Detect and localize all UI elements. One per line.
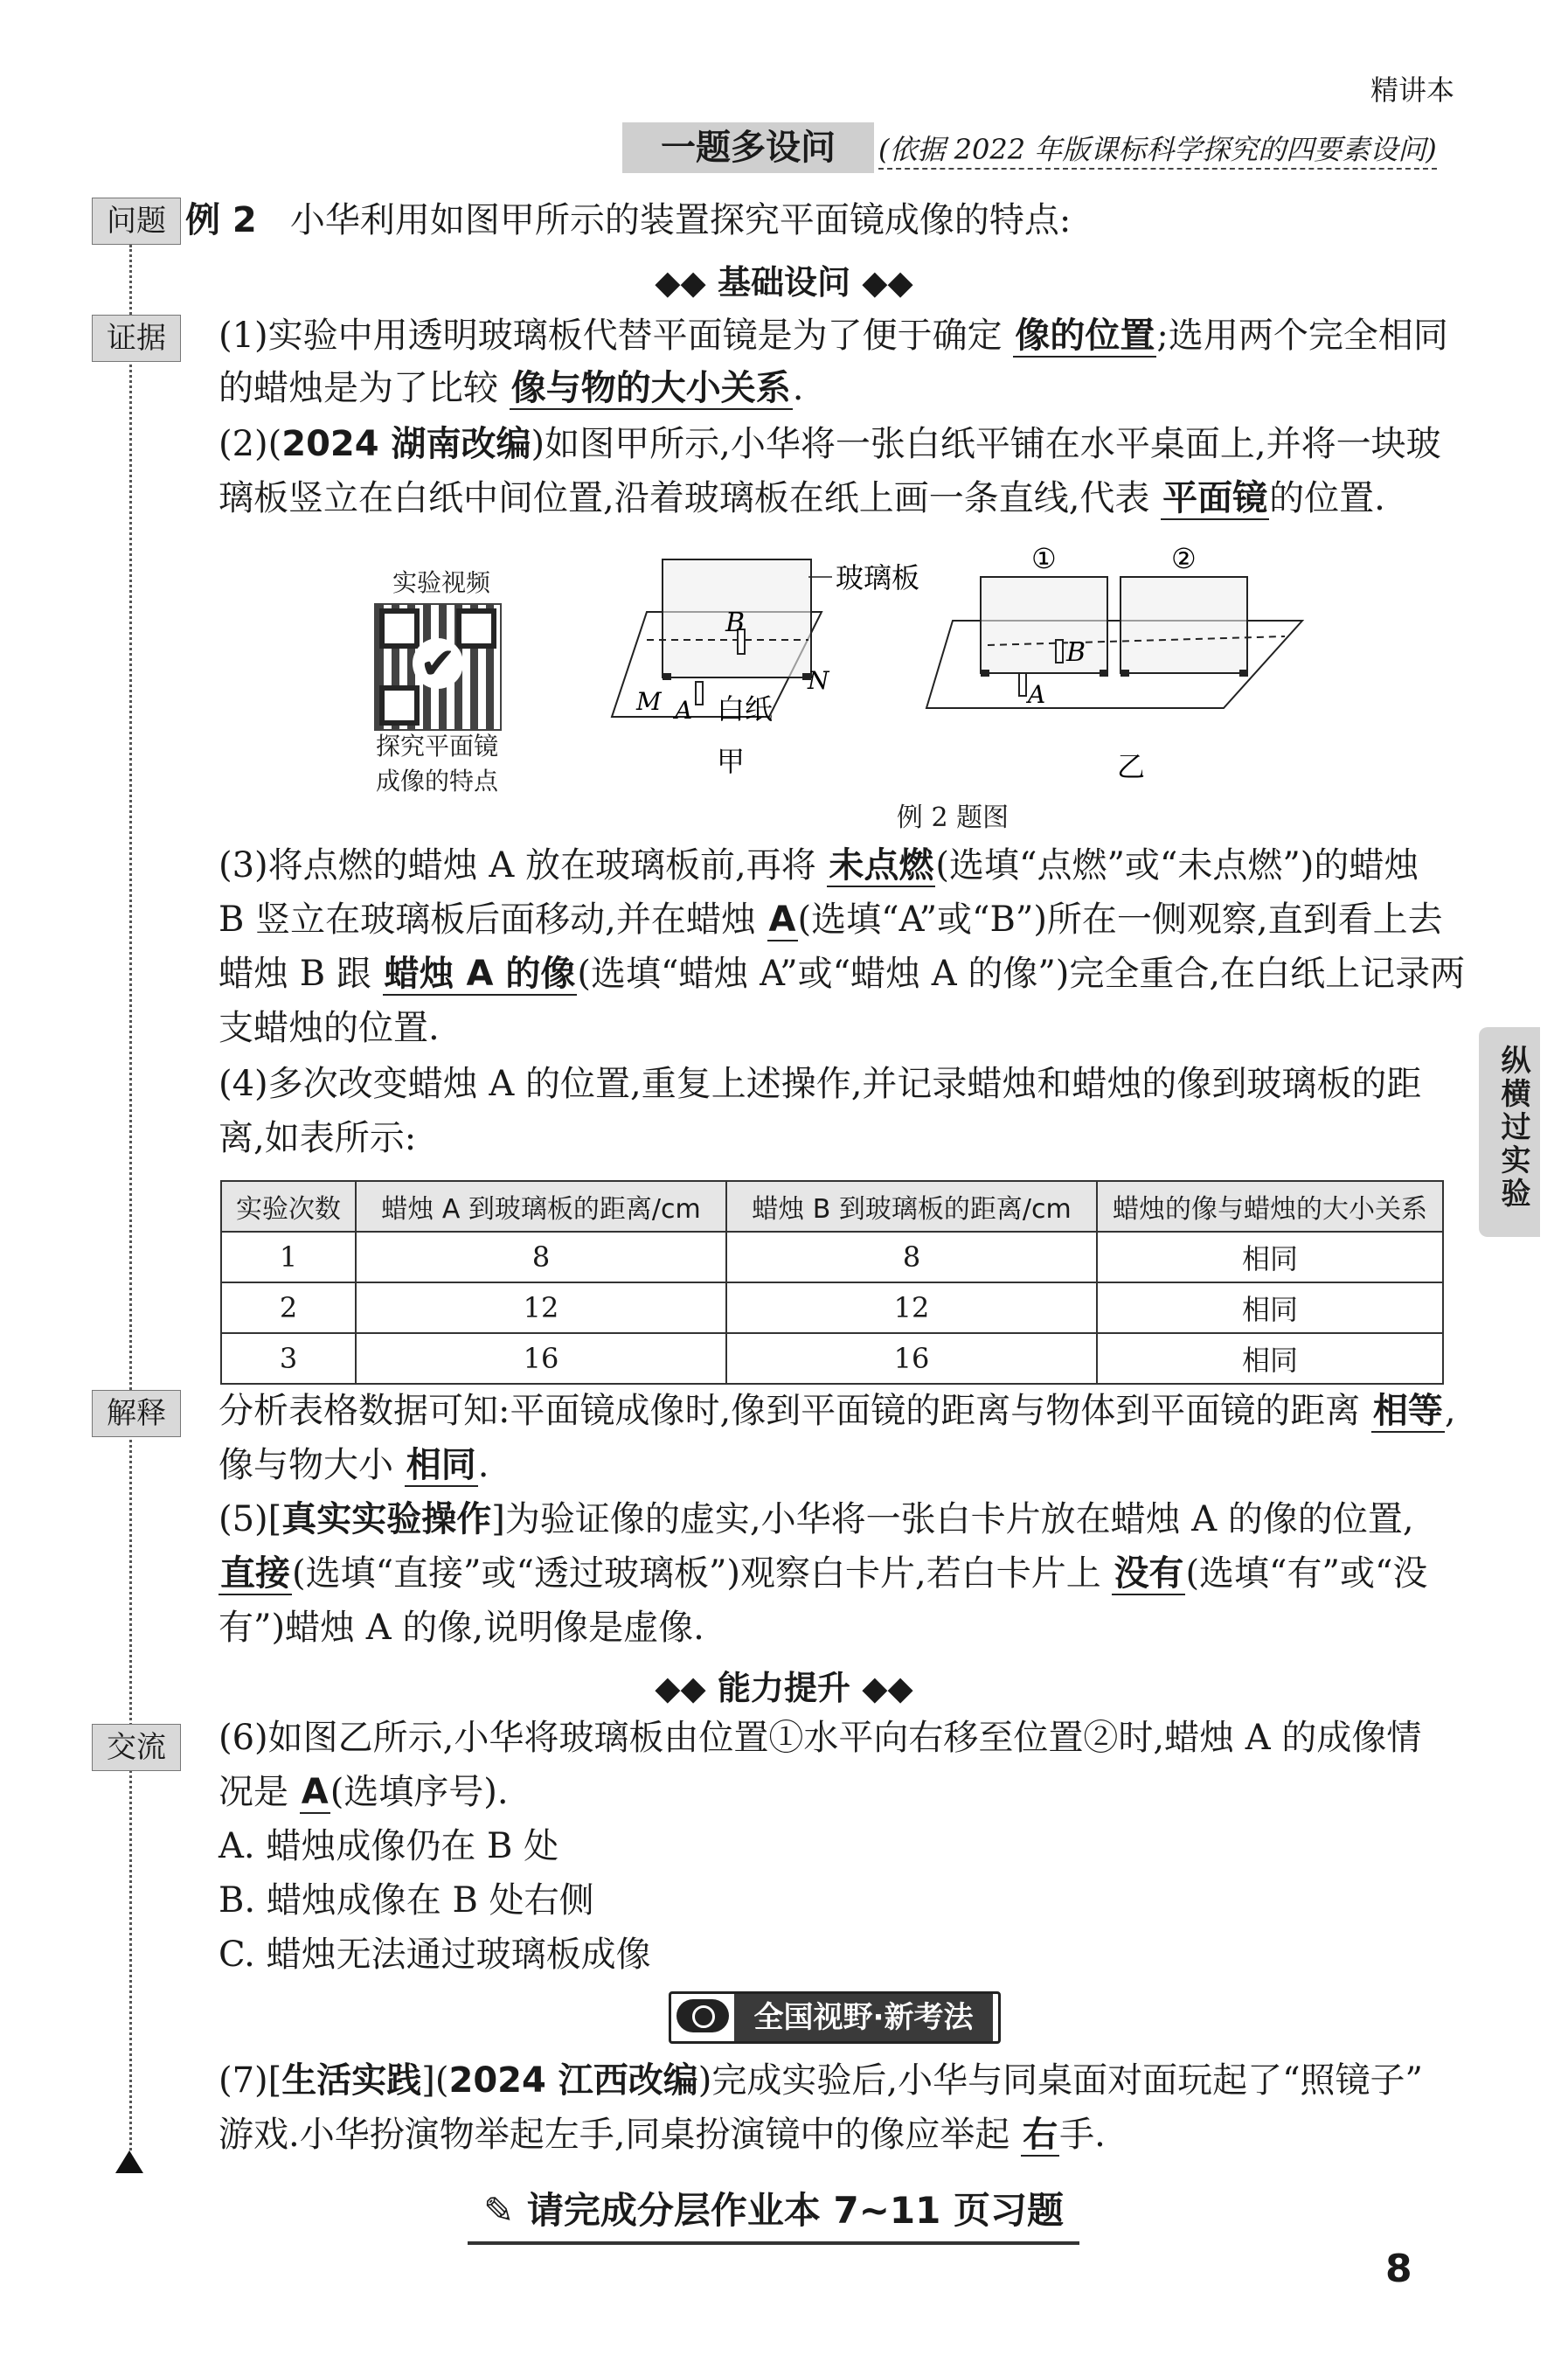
side-tab [1479,1027,1540,1237]
q4-line1 [219,1058,1421,1110]
q5-line3 [219,1601,704,1654]
table-cell: 16 [356,1333,726,1384]
yi-base-2r [1239,670,1248,677]
table-cell: 3 [221,1333,356,1384]
data-table [220,1180,1444,1385]
q3-text-e: 蜡烛 B 跟 [219,954,383,994]
q1-text-c: 的蜡烛是为了比较 [219,368,510,408]
q5-text-c: (选填“直接”或“透过玻璃板”)观察白卡片,若白卡片上 [292,1553,1113,1594]
page-number: 8 [1385,2247,1412,2291]
q1-answer-1: 像的位置 [1015,316,1155,356]
q6-answer: A [301,1772,329,1812]
q3-line2 [219,893,1443,946]
explain-line1 [219,1385,1456,1437]
example-label: 例 2 [185,200,257,240]
jia-label-n: N [808,666,829,695]
jia-glass-label: 玻璃板 [836,561,920,594]
explain-text-c: 像与物大小 [219,1445,405,1485]
tag-explain: 解释 [92,1390,181,1437]
yi-glass-pos2 [1120,577,1247,673]
q5-source: 真实实验操作 [281,1499,492,1539]
yi-glass-pos1 [981,577,1107,673]
table-header-cell: 蜡烛的像与蜡烛的大小关系 [1097,1181,1443,1232]
q5-text-e: 有”)蜡烛 A 的像,说明像是虚像. [219,1608,704,1648]
table-cell: 12 [726,1282,1097,1333]
q7-text-e: 手. [1059,2115,1106,2155]
q3-text-f: (选填“蜡烛 A”或“蜡烛 A 的像”)完全重合,在白纸上记录两 [577,954,1466,994]
jia-base-left [663,673,671,680]
q3-text-c: B 竖立在玻璃板后面移动,并在蜡烛 [219,900,767,940]
q6-line1 [219,1712,1421,1764]
q5-text-a: (5)[ [219,1499,282,1539]
pencil-icon: ✎ [483,2189,515,2232]
q3-answer-1: 未点燃 [829,845,934,886]
explain-text-a: 分析表格数据可知:平面镜成像时,像到平面镜的距离与物体到平面镜的距离 [219,1391,1371,1431]
yi-candle-b [1056,640,1063,663]
q1-answer-2: 像与物的大小关系 [510,368,791,408]
example-text: 小华利用如图甲所示的装置探究平面镜成像的特点: [289,200,1072,240]
figure-jia [612,559,919,778]
qr-top-label: 实验视频 [392,568,490,597]
section-basic-label: 基础设问 [717,263,850,302]
q6-option-c: C. 蜡烛无法通过玻璃板成像 [219,1935,651,1975]
q6-line2 [219,1766,509,1818]
table-cell: 1 [221,1232,356,1282]
figure-diagram [594,542,1311,813]
section-basic: ◆◆ 基础设问 ◆◆ [655,263,913,302]
yi-base-1r [1100,670,1108,677]
qr-code[interactable] [374,603,502,731]
table-header-cell: 蜡烛 B 到玻璃板的距离/cm [726,1181,1097,1232]
figure-yi [926,542,1302,783]
q5-text-d: (选填“有”或“没 [1185,1553,1428,1594]
table-cell: 2 [221,1282,356,1333]
table-cell: 相同 [1097,1232,1443,1282]
q2-line1 [219,418,1441,470]
section-ability: ◆◆ 能力提升 ◆◆ [655,1669,913,1707]
yi-label-a: A [1028,680,1046,709]
section-national [669,1991,1001,2044]
q1-text-d: . [792,368,804,408]
homework-text: 请完成分层作业本 7~11 页习题 [526,2189,1064,2232]
q7-text-a: (7)[ [219,2060,282,2101]
q7-line2 [219,2108,1106,2161]
table-header-row [221,1181,1443,1232]
q1-line1 [219,309,1448,362]
section-national-label: 全国视野·新考法 [734,1994,993,2041]
table-cell: 相同 [1097,1282,1443,1333]
explain-answer-2: 相同 [406,1445,476,1485]
table-cell: 12 [356,1282,726,1333]
explain-text-d: . [477,1445,489,1485]
side-tab-label: 纵横过实验 [1495,1045,1530,1211]
example-line [185,194,1071,247]
q2-text-a: (2)( [219,424,282,464]
q3-answer-3: 蜡烛 A 的像 [384,954,576,994]
q7-answer: 右 [1023,2115,1058,2155]
table-cell: 相同 [1097,1333,1443,1384]
qr-finder-bl [379,685,420,726]
table-header-cell: 实验次数 [221,1181,356,1232]
q7-source-2: 2024 江西改编 [448,2060,698,2101]
jia-caption: 甲 [717,745,746,778]
q7-line1 [219,2054,1423,2107]
qr-finder-tr [456,608,496,649]
q2-source: 2024 湖南改编 [281,424,531,464]
end-triangle-icon [115,2150,143,2173]
table-cell: 8 [356,1232,726,1282]
q5-text-b: ]为验证像的虚实,小华将一张白卡片放在蜡烛 A 的像的位置, [491,1499,1414,1539]
q2-answer: 平面镜 [1162,478,1268,518]
jia-label-m: M [636,687,662,716]
tag-evidence: 证据 [92,315,181,362]
q3-text-g: 支蜡烛的位置. [219,1008,440,1048]
figure-caption: 例 2 题图 [896,802,1009,833]
q2-text-b: )如图甲所示,小华将一张白纸平铺在水平桌面上,并将一块玻 [531,424,1441,464]
explain-answer-1: 相等 [1372,1391,1443,1431]
jia-label-b: B [725,608,746,638]
table-cell: 8 [726,1232,1097,1282]
q6-option-b: B. 蜡烛成像在 B 处右侧 [219,1880,594,1921]
yi-label-b: B [1066,637,1086,668]
q5-line1 [219,1493,1414,1546]
explain-line2 [219,1439,489,1491]
q5-answer-2: 没有 [1114,1553,1184,1594]
q7-text-d: 游戏.小华扮演物举起左手,同桌扮演镜中的像应举起 [219,2115,1022,2155]
checkmark-icon: ✔ [413,638,463,689]
qr-bottom-label-1: 探究平面镜 [375,732,498,761]
q5-answer-1: 直接 [220,1553,290,1594]
q3-text-d: (选填“A”或“B”)所在一侧观察,直到看上去 [797,900,1443,940]
q6-text-a: (6)如图乙所示,小华将玻璃板由位置①水平向右移至位置②时,蜡烛 A 的成像情 [219,1718,1422,1758]
homework-banner [468,2184,1079,2245]
q3-text-a: (3)将点燃的蜡烛 A 放在玻璃板前,再将 [219,845,828,886]
q7-text-c: )完成实验后,小华与同桌面对面玩起了“照镜子” [697,2060,1423,2101]
jia-paper-label: 白纸 [717,692,774,726]
q4-text-a: (4)多次改变蜡烛 A 的位置,重复上述操作,并记录蜡烛和蜡烛的像到玻璃板的距 [219,1064,1422,1104]
q7-source-1: 生活实践 [281,2060,422,2101]
q1-text-a: (1)实验中用透明玻璃板代替平面镜是为了便于确定 [219,316,1014,356]
left-dotted-line [129,245,132,2150]
q3-line4 [219,1002,440,1054]
yi-pos1-label: ① [1031,542,1057,575]
jia-candle-a [696,682,703,705]
q2-line2 [219,472,1385,524]
q3-line1 [219,839,1419,892]
book-label: 精讲本 [1370,73,1454,107]
jia-label-a: A [675,696,693,725]
eye-icon [676,1999,729,2032]
q7-text-b: ]( [421,2060,449,2101]
q3-line3 [219,948,1465,1000]
q3-text-b: (选填“点燃”或“未点燃”)的蜡烛 [935,845,1419,886]
q3-answer-2: A [768,900,796,940]
explain-text-b: , [1444,1391,1456,1431]
banner-note: (依据 2022 年版课标科学探究的四要素设问) [878,128,1437,170]
q6-option-a: A. 蜡烛成像仍在 B 处 [219,1826,559,1866]
q2-text-c: 璃板竖立在白纸中间位置,沿着玻璃板在纸上画一条直线,代表 [219,478,1162,518]
table-header-cell: 蜡烛 A 到玻璃板的距离/cm [356,1181,726,1232]
table-row [221,1333,1443,1384]
yi-pos2-label: ② [1171,542,1197,575]
tag-exchange: 交流 [92,1724,181,1771]
yi-caption: 乙 [1117,750,1146,783]
table-row [221,1232,1443,1282]
q2-text-d: 的位置. [1269,478,1385,518]
banner-title: 一题多设问 [622,122,874,173]
table-cell: 16 [726,1333,1097,1384]
yi-base-1l [981,670,989,677]
q4-line2 [219,1112,416,1164]
yi-candle-a [1019,673,1026,696]
q5-line2 [219,1547,1427,1600]
tag-question: 问题 [92,198,181,245]
q1-text-b: ;选用两个完全相同 [1156,316,1448,356]
qr-finder-tl [379,608,420,649]
q4-text-b: 离,如表所示: [219,1118,417,1158]
q1-line2 [219,362,803,414]
section-ability-label: 能力提升 [717,1669,850,1707]
qr-bottom-label-2: 成像的特点 [375,767,498,795]
table-row [221,1282,1443,1333]
q6-text-b: 况是 [219,1772,300,1812]
yi-base-2l [1120,670,1129,677]
q6-text-c: (选填序号). [330,1772,509,1812]
